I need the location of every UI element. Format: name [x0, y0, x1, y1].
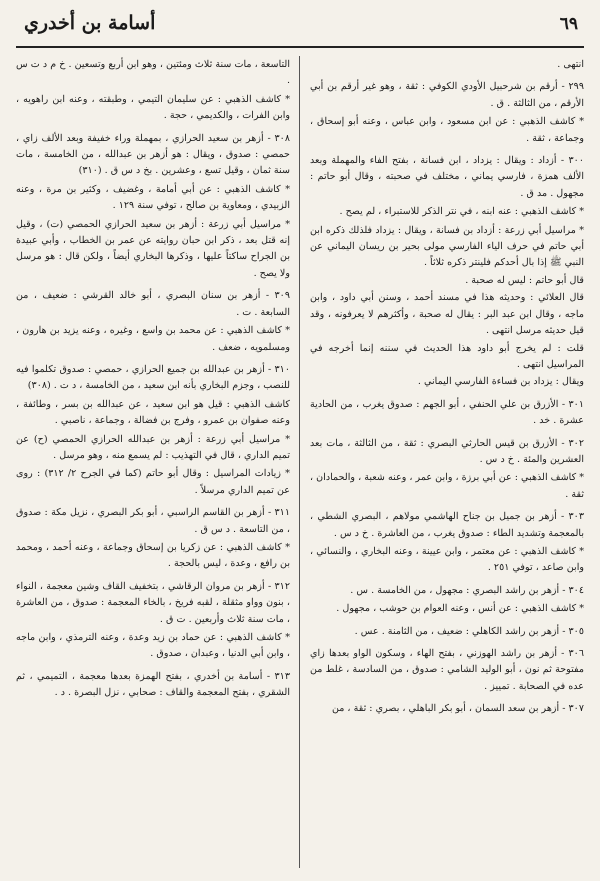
running-title: أسامة بن أخدري — [24, 12, 156, 34]
biography-entry: ٣٠٩ - أزهر بن سنان البصري ، أبو خالد القرشي : ضعيف ، من السابعة . ت . — [16, 290, 290, 318]
page-number: ٦٩ — [559, 14, 578, 34]
biography-entry: ٣٠٨ - أزهر بن سعيد الحرازي ، بمهملة وراء خفيفة وبعد الألف زاي ، حمصي : صدوق ، ويقال : هو أزهر بن عبدالله ، من الخامسة ، مات سنة ثمان ، وقيل تسع ، وعشرين . بخ د س ق . (٣١٠) — [16, 132, 290, 177]
entry-commentary: * كاشف الذهبي : عن أبي برزة ، وابن عمر ، وعنه شعبة ، والحمادان ، ثقة . — [310, 472, 584, 500]
entry-note: انتهى . — [557, 59, 584, 70]
entry-commentary: * مراسيل أبي زرعة : أزهر بن سعيد الحرازي الحمصي (ت) ، وقيل إنه قتل بعد ، ذكر ابن حبان روايته عن عمر بن الخطاب ، وأبي عبيدة بن الجراح ساكتاً عليها ، وذكرها البخاري أيضاً ، ولكن قال : هو مرسل ولا يصح . — [16, 218, 290, 279]
entry-commentary: * كاشف الذهبي : عن ابن مسعود ، وابن عباس ، وعنه أبو إسحاق ، وجماعة ، ثقة . — [310, 116, 584, 144]
left-column — [16, 56, 290, 868]
entry-note: ويقال : يزداد بن فساءة الفارسي اليماني . — [417, 376, 584, 388]
biography-entry: ٣١١ - أزهر بن القاسم الراسبي ، أبو بكر البصري ، نزيل مكة : صدوق ، من التاسعة . د س ق . — [16, 507, 290, 535]
biography-entry: ٢٩٩ - أرقم بن شرحبيل الأودي الكوفي : ثقة ، وهو غير أرقم بن أبي الأرقم ، من الثالثة . ق . — [310, 81, 584, 109]
biography-entry: ٣٠٢ - الأزرق بن قيس الحارثي البصري : ثقة ، من الثالثة ، مات بعد العشرين والمئة . خ د س . — [310, 437, 584, 465]
page-header — [16, 12, 584, 44]
entry-commentary: * زيادات المراسيل : وقال أبو حاتم (كما في الجرح ٢/ ٣١٢) : روى عن تميم الداري مرسلاً . — [16, 468, 290, 496]
entry-commentary: * كاشف الذهبي : عن أبي أمامة ، وغضيف ، وكثير بن مرة ، وعنه الزبيدي ، ومعاوية بن صالح ، توفي سنة ١٢٩ . — [16, 183, 290, 212]
biography-entry: ٣١٢ - أزهر بن مروان الرقاشي ، بتخفيف القاف وشين معجمة ، النواء ، بنون وواو مثقلة ، لقبه فريخ ، بالخاء المعجمة : صدوق ، من العاشرة ، مات سنة ثلاث وأربعين . ت ق . — [16, 580, 290, 625]
entry-note: قلت : لم يخرج أبو داود هذا الحديث في سننه إنما أخرجه في المراسيل انتهى . — [310, 342, 584, 370]
entry-commentary: * كاشف الذهبي : عن معتمر ، وابن عيينة ، وعنه البخاري ، والنسائي ، وابن صاعد ، توفي ٢٥١ . — [310, 545, 584, 574]
entry-commentary: * كاشف الذهبي : عن أنس ، وعنه العوام بن حوشب ، مجهول . — [336, 603, 584, 615]
entry-note: التاسعة ، مات سنة ثلاث ومئتين ، وهو ابن أربع وتسعين . خ م د ت س . — [16, 59, 290, 87]
entry-note: قال العلائي : وحديثه هذا في مسند أحمد ، وسنن أبي داود ، وابن ماجه ، وقال ابن عبد البر : يقال له صحبة ، وأكثرهم لا يعرفونه ، وقد قيل حديثه مرسل انتهى . — [310, 292, 584, 337]
entry-commentary: * مراسيل أبي زرعة : أزداد بن فسانة ، ويقال : يزداد فلذلك ذكره ابن أبي حاتم في حرف الياء الفارسي مولى بحير بن ريسان اليماني عن النبي ﷺ إذا بال أحدكم فلينتر ذكره ثلاثاً . — [310, 224, 584, 269]
biography-entry: ٣٠٠ - أزداد : ويقال : يزداد ، ابن فسانة ، بفتح الفاء والمهملة وبعد الألف همزة ، فارسي يماني ، مختلف في صحبته ، وقال أبو حاتم : مجهول . مد ق . — [310, 155, 584, 199]
biography-entry: ٣٠٤ - أزهر بن راشد البصري : مجهول ، من الخامسة . س . — [350, 584, 584, 596]
biography-entry: ٣١٣ - أسامة بن أخدري ، بفتح الهمزة بعدها معجمة ، التميمي ، ثم الشقري ، بفتح المعجمة والقاف : صحابي ، نزل البصرة . د . — [16, 670, 290, 699]
document-page — [16, 12, 584, 872]
entry-note: قال أبو حاتم : ليس له صحبة . — [465, 274, 584, 286]
header-rule — [16, 46, 584, 48]
biography-entry: ٣١٠ - أزهر بن عبدالله بن جميع الحرازي ، حمصي : صدوق تكلموا فيه للنصب ، وجزم البخاري بأنه ابن سعيد ، من الخامسة ، د ت . (٣٠٨) — [16, 363, 290, 392]
biography-entry: ٣٠٧ - أزهر بن سعد السمان ، أبو بكر الباهلي ، بصري : ثقة ، من — [331, 703, 584, 715]
right-column — [310, 56, 584, 868]
biography-entry: ٣٠٣ - أزهر بن جميل بن جناح الهاشمي مولاهم ، البصري الشطي ، بالمعجمة وتشديد الطاء : صدوق يغرب ، من العاشرة . خ د س . — [310, 511, 584, 539]
entry-commentary: * كاشف الذهبي : عن محمد بن واسع ، وغيره ، وعنه يزيد بن هارون ، ومسلمويه ، ضعف . — [16, 325, 290, 353]
column-divider — [299, 56, 300, 868]
entry-commentary: كاشف الذهبي : قيل هو ابن سعيد ، عن عبدالله بن بسر ، وطائفة ، وعنه صفوان بن عمرو ، وفرج بن فضالة ، وجماعة ، ناصبي . — [16, 398, 290, 427]
entry-commentary: * كاشف الذهبي : عن زكريا بن إسحاق وجماعة ، وعنه أحمد ، ومحمد بن رافع ، وعدة ، ليس بالحجة . — [16, 541, 290, 570]
biography-entry: ٣٠٦ - أزهر بن راشد الهوزني ، بفتح الهاء ، وسكون الواو بعدها زاي مفتوحة ثم نون ، أبو الوليد الشامي : صدوق ، من السادسة ، غلط من عده في الصحابة . تمييز . — [310, 648, 584, 692]
entry-commentary: * مراسيل أبي زرعة : أزهر بن عبدالله الحرازي الحمصي (ح) عن تميم الداري ، قال في التهذيب : لم يسمع منه ، وهو مرسل . — [16, 433, 290, 461]
biography-entry: ٣٠١ - الأزرق بن علي الحنفي ، أبو الجهم : صدوق يغرب ، من الحادية عشرة . خد . — [310, 398, 584, 427]
entry-commentary: * كاشف الذهبي : عن سليمان التيمي ، وطبقته ، وعنه ابن راهويه ، وابن الفرات ، والكديمي ، حجة . — [16, 93, 290, 122]
biography-entry: ٣٠٥ - أزهر بن راشد الكاهلي : ضعيف ، من الثامنة . عس . — [354, 625, 584, 637]
entry-commentary: * كاشف الذهبي : عنه ابنه ، في نتر الذكر للاستبراء ، لم يصح . — [339, 206, 584, 218]
entry-commentary: * كاشف الذهبي : عن حماد بن زيد وعدة ، وعنه الترمذي ، وابن ماجه ، وابن أبي الدنيا ، وعبدان ، صدوق . — [16, 632, 290, 660]
